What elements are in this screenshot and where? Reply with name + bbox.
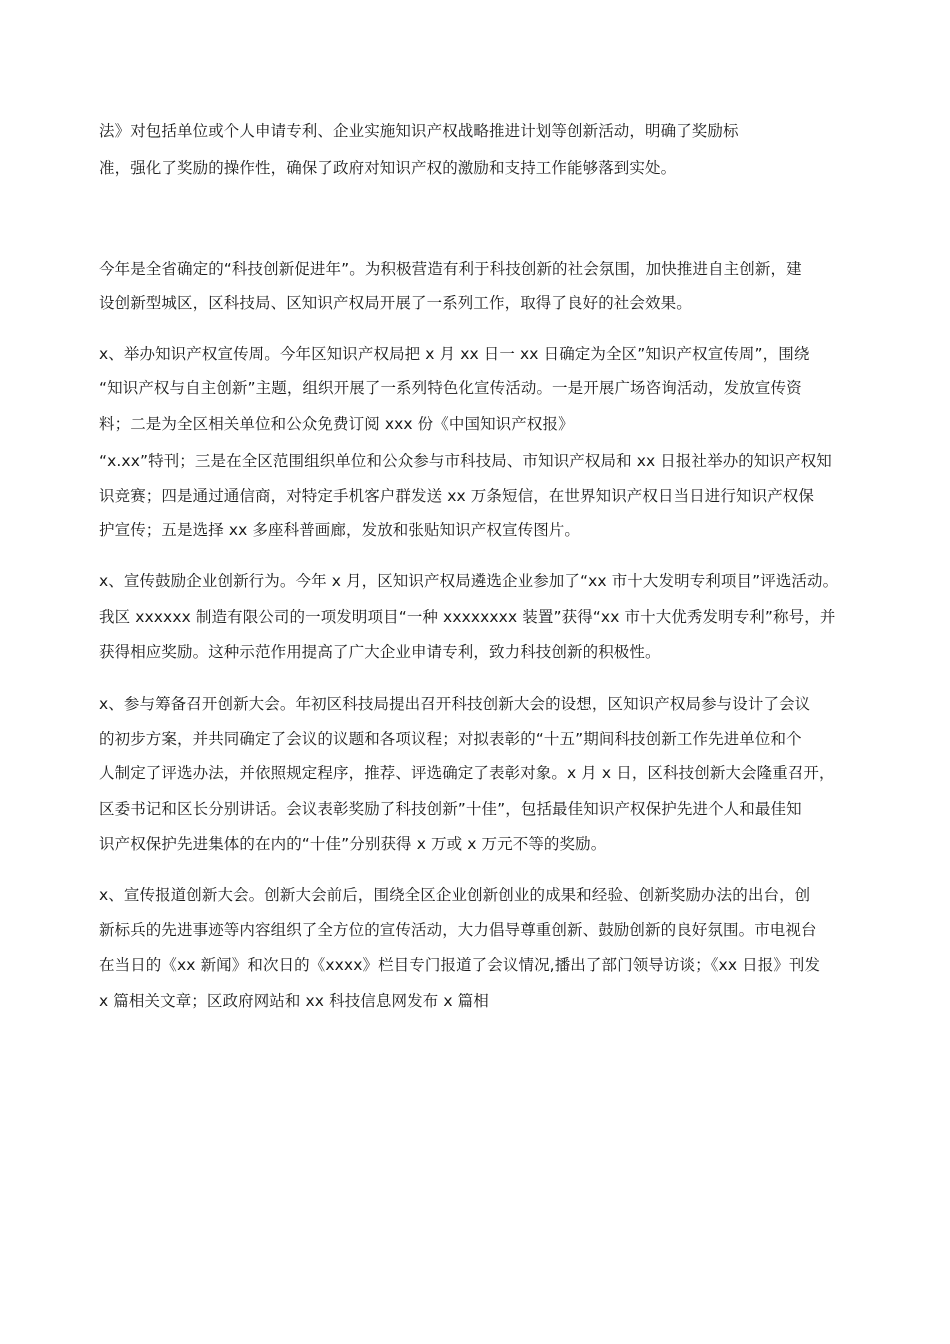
text-line: 人制定了评选办法，并依照规定程序，推荐、评选确定了表彰对象。x 月 x 日，区科技创新大会隆重召开， xyxy=(99,764,835,782)
text-line: “x.xx”特刊；三是在全区范围组织单位和公众参与市科技局、市知识产权局和 xx 日报社举办的知识产权知 xyxy=(99,452,832,470)
text-line: x、宣传鼓励企业创新行为。今年 x 月，区知识产权局遴选企业参加了“xx 市十大发明专利项目”评选活动。 xyxy=(99,572,839,590)
text-line: 我区 xxxxxx 制造有限公司的一项发明项目“一种 xxxxxxxx 装置”获得“xx 市十大优秀发明专利”称号，并 xyxy=(99,608,836,626)
text-line: 护宣传；五是选择 xx 多座科普画廊，发放和张贴知识产权宣传图片。 xyxy=(99,521,581,539)
text-line: 新标兵的先进事迹等内容组织了全方位的宣传活动，大力倡导尊重创新、鼓励创新的良好氛围。市电视台 xyxy=(99,921,817,939)
text-line: x、举办知识产权宣传周。今年区知识产权局把 x 月 xx 日一 xx 日确定为全区”知识产权宣传周”，围绕 xyxy=(99,345,810,363)
text-line: x、宣传报道创新大会。创新大会前后，围绕全区企业创新创业的成果和经验、创新奖励办法的出台，创 xyxy=(99,886,811,904)
text-line: x、参与筹备召开创新大会。年初区科技局提出召开科技创新大会的设想，区知识产权局参与设计了会议 xyxy=(99,695,811,713)
text-line: 识竞赛；四是通过通信商，对特定手机客户群发送 xx 万条短信，在世界知识产权日当日进行知识产权保 xyxy=(99,487,815,505)
text-line: 在当日的《xx 新闻》和次日的《xxxx》栏目专门报道了会议情况,播出了部门领导访谈；《xx 日报》刊发 xyxy=(99,956,821,974)
text-line: 区委书记和区长分别讲话。会议表彰奖励了科技创新”十佳”，包括最佳知识产权保护先进个人和最佳知 xyxy=(99,800,802,818)
text-line: 法》对包括单位或个人申请专利、企业实施知识产权战略推进计划等创新活动，明确了奖励标 xyxy=(99,122,739,140)
text-line: 设创新型城区，区科技局、区知识产权局开展了一系列工作，取得了良好的社会效果。 xyxy=(99,294,692,312)
text-line: “知识产权与自主创新”主题，组织开展了一系列特色化宣传活动。一是开展广场咨询活动，发放宣传资 xyxy=(99,379,802,397)
text-line: x 篇相关文章；区政府网站和 xx 科技信息网发布 x 篇相 xyxy=(99,992,489,1010)
text-line: 获得相应奖励。这种示范作用提高了广大企业申请专利，致力科技创新的积极性。 xyxy=(99,643,661,661)
text-line: 今年是全省确定的“科技创新促进年”。为积极营造有利于科技创新的社会氛围，加快推进自主创新，建 xyxy=(99,260,802,278)
text-line: 识产权保护先进集体的在内的“十佳”分别获得 x 万或 x 万元不等的奖励。 xyxy=(99,835,607,853)
text-line: 准，强化了奖励的操作性，确保了政府对知识产权的激励和支持工作能够落到实处。 xyxy=(99,159,677,177)
text-line: 的初步方案，并共同确定了会议的议题和各项议程；对拟表彰的“十五”期间科技创新工作先进单位和个 xyxy=(99,730,802,748)
text-line: 料；二是为全区相关单位和公众免费订阅 xxx 份《中国知识产权报》 xyxy=(99,415,574,433)
